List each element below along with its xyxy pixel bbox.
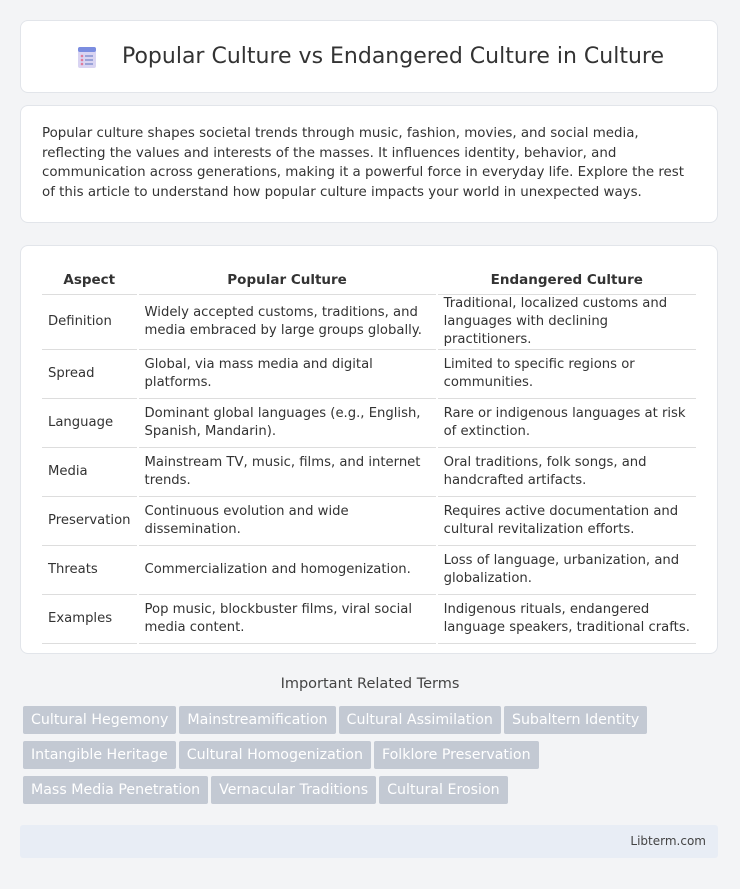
table-row: [42, 295, 696, 350]
intro-paragraph: Popular culture shapes societal trends through music, fashion, movies, and social media, reflecting the values and interests of the masses. It influences identity, behavior, and communication across generations, making it a powerful force in everyday life. Explore the rest of this article to understand how popular culture impacts your world in unexpected ways.: [42, 126, 685, 200]
endangered-culture-cell: Rare or indigenous languages at risk of extinction.: [438, 399, 696, 448]
aspect-cell: Examples: [42, 595, 137, 644]
column-header: Endangered Culture: [438, 264, 696, 295]
aspect-cell: Preservation: [42, 497, 137, 546]
related-term-tag[interactable]: Subaltern Identity: [504, 706, 647, 734]
intro-card: [20, 105, 718, 223]
related-terms-heading: Important Related Terms: [280, 676, 460, 692]
related-term-tag[interactable]: Vernacular Traditions: [211, 776, 376, 804]
popular-culture-cell: Mainstream TV, music, films, and internet trends.: [139, 448, 436, 497]
related-term-tag[interactable]: Mass Media Penetration: [23, 776, 208, 804]
footer-site-link[interactable]: Libterm.com: [630, 834, 706, 848]
table-header-row: [42, 264, 696, 295]
popular-culture-cell: Global, via mass media and digital platforms.: [139, 350, 436, 399]
endangered-culture-cell: Loss of language, urbanization, and globalization.: [438, 546, 696, 595]
popular-culture-cell: Dominant global languages (e.g., English, Spanish, Mandarin).: [139, 399, 436, 448]
footer: [20, 825, 718, 858]
table-row: [42, 546, 696, 595]
related-term-tag[interactable]: Intangible Heritage: [23, 741, 176, 769]
aspect-cell: Media: [42, 448, 137, 497]
title-card: [20, 20, 718, 93]
related-term-tag[interactable]: Cultural Hegemony: [23, 706, 176, 734]
table-row: [42, 595, 696, 644]
related-term-tag[interactable]: Cultural Assimilation: [339, 706, 501, 734]
table-row: [42, 350, 696, 399]
related-term-tag[interactable]: Mainstreamification: [179, 706, 335, 734]
table-row: [42, 497, 696, 546]
popular-culture-cell: Widely accepted customs, traditions, and media embraced by large groups globally.: [139, 295, 436, 350]
endangered-culture-cell: Traditional, localized customs and languages with declining practitioners.: [438, 295, 696, 350]
endangered-culture-cell: Limited to specific regions or communities.: [438, 350, 696, 399]
column-header: Aspect: [42, 264, 137, 295]
document-list-icon: [74, 44, 100, 70]
endangered-culture-cell: Requires active documentation and cultural revitalization efforts.: [438, 497, 696, 546]
popular-culture-cell: Pop music, blockbuster films, viral social media content.: [139, 595, 436, 644]
aspect-cell: Language: [42, 399, 137, 448]
column-header: Popular Culture: [139, 264, 436, 295]
endangered-culture-cell: Indigenous rituals, endangered language speakers, traditional crafts.: [438, 595, 696, 644]
aspect-cell: Spread: [42, 350, 137, 399]
endangered-culture-cell: Oral traditions, folk songs, and handcrafted artifacts.: [438, 448, 696, 497]
popular-culture-cell: Commercialization and homogenization.: [139, 546, 436, 595]
comparison-card: [20, 245, 718, 654]
aspect-cell: Threats: [42, 546, 137, 595]
comparison-table: [40, 264, 698, 644]
related-terms-list: [23, 706, 723, 811]
related-term-tag[interactable]: Cultural Erosion: [379, 776, 508, 804]
popular-culture-cell: Continuous evolution and wide dissemination.: [139, 497, 436, 546]
aspect-cell: Definition: [42, 295, 137, 350]
table-row: [42, 448, 696, 497]
related-term-tag[interactable]: Folklore Preservation: [374, 741, 539, 769]
page-title: Popular Culture vs Endangered Culture in Culture: [121, 44, 665, 69]
table-row: [42, 399, 696, 448]
related-term-tag[interactable]: Cultural Homogenization: [179, 741, 371, 769]
